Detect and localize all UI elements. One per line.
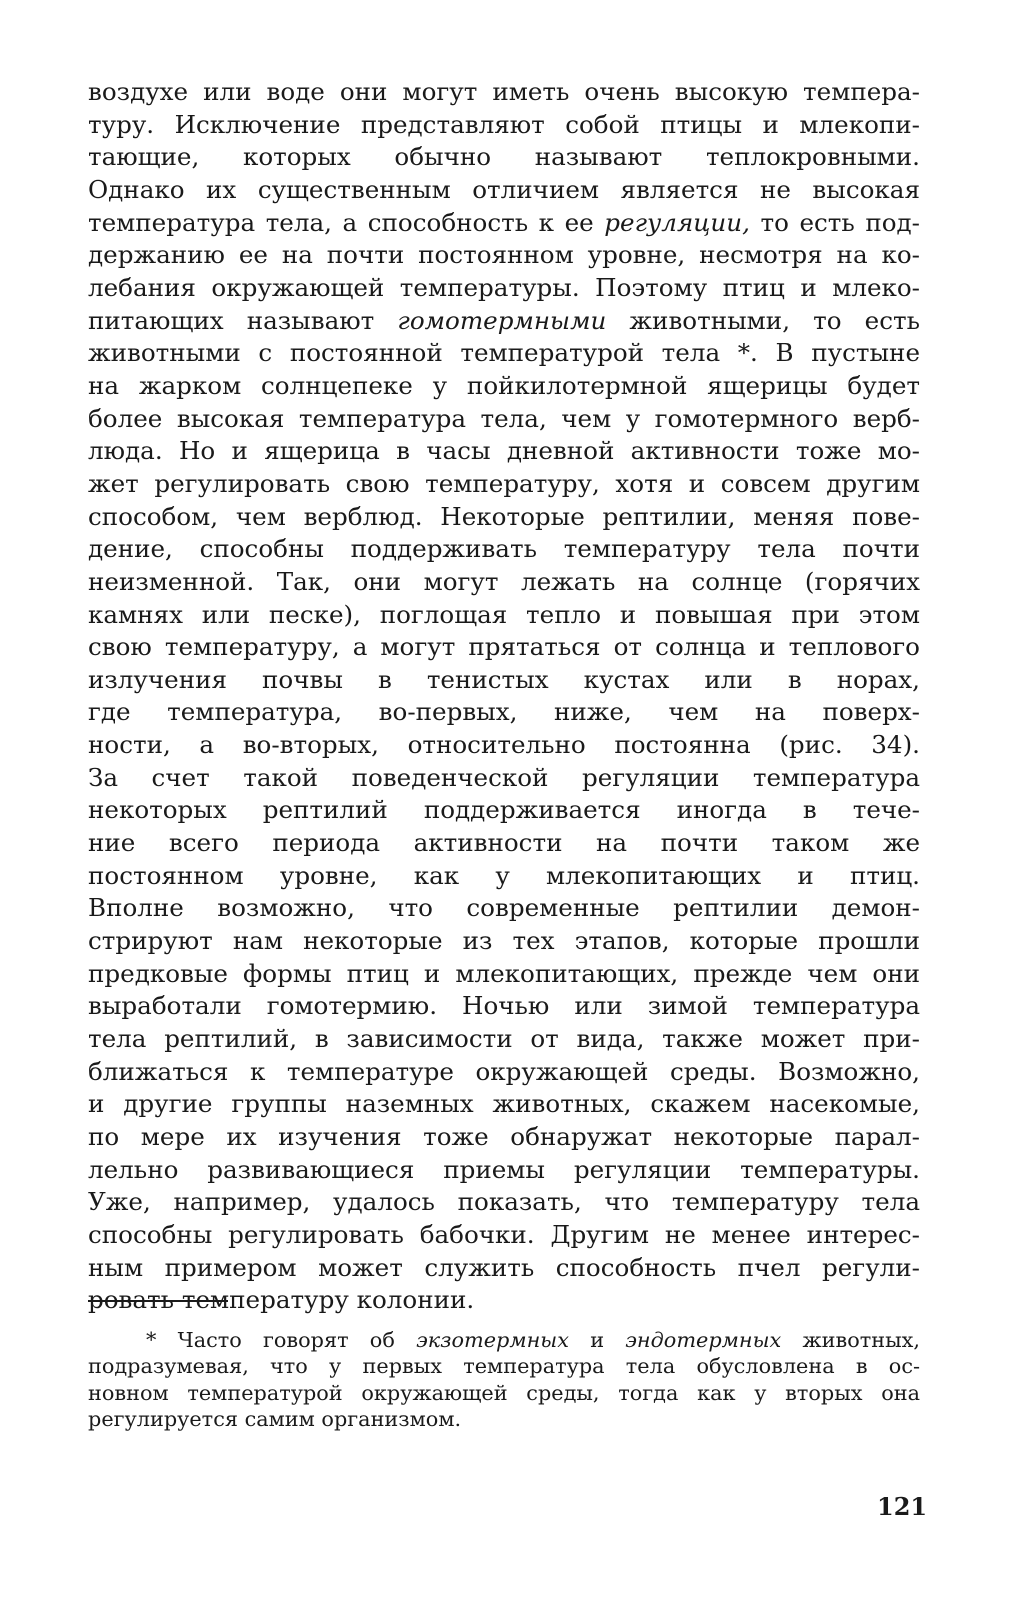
text-segment: регулируется самим организмом. xyxy=(88,1406,462,1431)
text-segment: новном температурой окружающей среды, тогда как у вторых она xyxy=(88,1380,920,1405)
italic-term: гомотермными xyxy=(397,305,607,335)
text-segment: * Часто говорят об xyxy=(146,1328,417,1352)
text-segment: предковые формы птиц и млекопитающих, прежде чем они xyxy=(88,958,920,988)
body-line xyxy=(88,1023,920,1056)
text-segment: жет регулировать свою температуру, хотя и совсем другим xyxy=(88,468,920,498)
body-line xyxy=(88,1219,920,1252)
text-segment: на жарком солнцепеке у пойкилотермной ящерицы будет xyxy=(88,370,920,400)
text-segment: животных, xyxy=(781,1328,920,1352)
italic-term: эндотермных xyxy=(625,1328,782,1352)
italic-term: экзотермных xyxy=(416,1328,569,1352)
text-segment: ровать температуру колонии. xyxy=(88,1285,475,1315)
footnote-line xyxy=(88,1380,920,1406)
body-line xyxy=(88,1252,920,1285)
text-segment: где температура, во-первых, ниже, чем на поверх- xyxy=(88,697,920,727)
text-segment: температура тела, а способность к ее xyxy=(88,207,605,237)
text-segment: свою температуру, а могут прятаться от солнца и теплового xyxy=(88,632,920,662)
text-segment: лельно развивающиеся приемы регуляции температуры. xyxy=(88,1154,920,1184)
body-line xyxy=(88,827,920,860)
body-line xyxy=(88,729,920,762)
body-line xyxy=(88,207,920,240)
body-line xyxy=(88,76,920,109)
text-segment: держанию ее на почти постоянном уровне, несмотря на ко- xyxy=(88,240,920,270)
text-segment: стрируют нам некоторые из тех этапов, которые прошли xyxy=(88,926,920,956)
body-line xyxy=(88,337,920,370)
body-line xyxy=(88,370,920,403)
text-segment: Вполне возможно, что современные рептилии демон- xyxy=(88,893,920,923)
text-segment: неизменной. Так, они могут лежать на солнце (горячих xyxy=(88,566,920,596)
main-text xyxy=(88,76,920,1317)
body-line xyxy=(88,435,920,468)
text-segment: За счет такой поведенческой регуляции температура xyxy=(88,762,920,792)
footnote-line xyxy=(88,1406,920,1432)
text-segment: ным примером может служить способность пчел регули- xyxy=(88,1252,920,1282)
footnote-line xyxy=(88,1353,920,1379)
text-segment: дение, способны поддерживать температуру тела почти xyxy=(88,534,920,564)
body-line xyxy=(88,1154,920,1187)
body-line xyxy=(88,533,920,566)
body-line xyxy=(88,762,920,795)
text-segment: некоторых рептилий поддерживается иногда в тече- xyxy=(88,795,920,825)
text-segment: ближаться к температуре окружающей среды. Возможно, xyxy=(88,1056,920,1086)
body-line xyxy=(88,566,920,599)
text-segment: подразумевая, что у первых температура тела обусловлена в ос- xyxy=(88,1354,920,1379)
body-line xyxy=(88,696,920,729)
text-segment: и другие группы наземных животных, скажем насекомые, xyxy=(88,1089,920,1119)
text-segment: более высокая температура тела, чем у гомотермного верб- xyxy=(88,403,920,433)
body-line xyxy=(88,892,920,925)
text-segment: камнях или песке), поглощая тепло и повышая при этом xyxy=(88,599,920,629)
footnote-separator xyxy=(88,1300,228,1302)
text-segment: ние всего периода активности на почти таком же xyxy=(88,828,920,858)
text-segment: по мере их изучения тоже обнаружат некоторые парал- xyxy=(88,1122,920,1151)
text-segment: воздухе или воде они могут иметь очень высокую темпера- xyxy=(88,77,920,106)
body-line xyxy=(88,403,920,436)
body-line xyxy=(88,990,920,1023)
body-line xyxy=(88,1088,920,1121)
text-segment: животными, то есть xyxy=(606,305,920,335)
footnote xyxy=(88,1327,920,1432)
body-line xyxy=(88,239,920,272)
text-segment: ности, а во-вторых, относительно постоянна (рис. 34). xyxy=(88,730,920,760)
body-line xyxy=(88,631,920,664)
text-segment: Уже, например, удалось показать, что температуру тела xyxy=(88,1187,920,1217)
text-segment: животными с постоянной температурой тела *. В пустыне xyxy=(88,338,920,368)
text-segment: Однако их существенным отличием является не высокая xyxy=(88,174,920,204)
body-line xyxy=(88,1186,920,1219)
text-segment: способом, чем верблюд. Некоторые рептилии, меняя пове- xyxy=(88,501,920,531)
text-segment: постоянном уровне, как у млекопитающих и птиц. xyxy=(88,860,920,890)
body-line xyxy=(88,272,920,305)
body-line xyxy=(88,794,920,827)
body-line xyxy=(88,141,920,174)
text-segment: туру. Исключение представляют собой птицы и млекопи- xyxy=(88,109,920,139)
text-segment: излучения почвы в тенистых кустах или в норах, xyxy=(88,664,920,694)
text-segment: лебания окружающей температуры. Поэтому птиц и млеко- xyxy=(88,272,920,302)
text-segment: выработали гомотермию. Ночью или зимой температура xyxy=(88,991,920,1021)
text-segment: способны регулировать бабочки. Другим не менее интерес- xyxy=(88,1219,920,1249)
footnote-line xyxy=(88,1327,920,1353)
body-line xyxy=(88,501,920,534)
italic-term: регуляции, xyxy=(604,207,750,237)
text-segment: то есть под- xyxy=(749,207,920,237)
body-line xyxy=(88,1056,920,1089)
body-line xyxy=(88,664,920,697)
body-line xyxy=(88,174,920,207)
body-line xyxy=(88,599,920,632)
page-number: 121 xyxy=(877,1492,928,1521)
text-segment: тающие, которых обычно называют теплокровными. xyxy=(88,142,920,172)
body-line xyxy=(88,958,920,991)
body-line xyxy=(88,860,920,893)
body-line xyxy=(88,305,920,338)
body-line xyxy=(88,109,920,142)
body-line xyxy=(88,925,920,958)
body-line xyxy=(88,1121,920,1154)
text-segment: тела рептилий, в зависимости от вида, также может при- xyxy=(88,1024,920,1054)
text-segment: люда. Но и ящерица в часы дневной активности тоже мо- xyxy=(88,436,920,466)
body-line xyxy=(88,468,920,501)
text-segment: питающих называют xyxy=(88,305,398,335)
text-segment: и xyxy=(568,1328,626,1352)
